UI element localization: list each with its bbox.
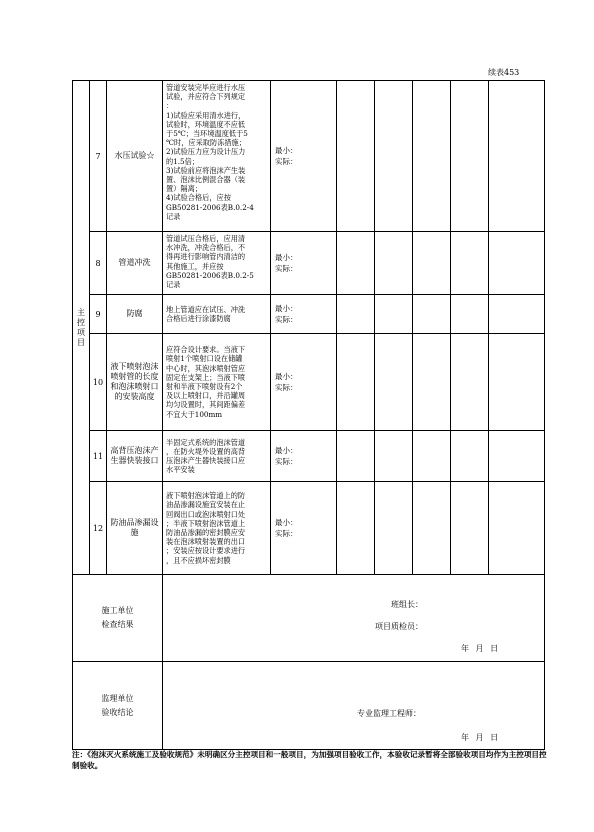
check-cell[interactable] <box>375 431 413 482</box>
requirement-line: 1)试验应采用清水进行， <box>166 110 246 120</box>
check-cell[interactable] <box>337 232 375 295</box>
construction-date-label: 年 月 日 <box>461 644 499 653</box>
check-cell[interactable] <box>337 295 375 334</box>
table-row <box>73 334 545 431</box>
item-name: 高背压泡沫产生器快装接口 <box>107 431 163 482</box>
requirement-cell <box>163 431 271 482</box>
requirement-line: 水平安装 <box>166 465 195 475</box>
check-cell[interactable] <box>337 431 375 482</box>
check-cell[interactable] <box>451 81 489 232</box>
item-name: 水压试验☆ <box>107 81 163 232</box>
measurement-cell <box>271 295 337 334</box>
check-cell[interactable] <box>337 334 375 431</box>
supervising-engineer-label: 专业监理工程师： <box>357 709 421 718</box>
requirement-line: ；半液下喷射泡沫管道上 <box>166 518 246 528</box>
check-cell[interactable] <box>489 232 545 295</box>
actual-label: 实际： <box>275 264 298 273</box>
actual-label: 实际： <box>275 383 298 392</box>
check-cell[interactable] <box>451 334 489 431</box>
check-cell[interactable] <box>375 232 413 295</box>
supervision-date-label: 年 月 日 <box>461 733 499 742</box>
requirement-line: 射和半液下喷射设有2个 <box>166 382 243 391</box>
requirement-cell <box>163 334 271 431</box>
check-cell[interactable] <box>375 334 413 431</box>
section-label-main-control <box>73 81 90 575</box>
actual-label: 实际： <box>275 457 298 466</box>
construction-row <box>73 575 545 662</box>
requirement-line: 应符合设计要求。当液下 <box>166 345 246 355</box>
table-row <box>73 431 545 482</box>
check-cell[interactable] <box>375 482 413 575</box>
check-cell[interactable] <box>413 334 451 431</box>
row-number: 7 <box>90 81 107 232</box>
supervision-label-line1: 监理单位 <box>101 693 134 703</box>
check-cell[interactable] <box>413 431 451 482</box>
supervision-row <box>73 662 545 750</box>
requirement-line: ℃时，应采取防冻措施； <box>166 138 246 148</box>
check-cell[interactable] <box>337 482 375 575</box>
requirement-line: 得再进行影响管内清洁的 <box>166 252 246 262</box>
requirement-line: 均匀设置时，其间距偏差 <box>166 400 246 410</box>
supervision-label-cell <box>73 662 163 750</box>
requirement-cell <box>163 295 271 334</box>
requirement-line: 半固定式系统的泡沫管道 <box>166 437 246 447</box>
supervision-sign-area[interactable] <box>163 662 545 750</box>
requirement-line: 固定在支架上；当液下喷 <box>166 372 246 382</box>
requirement-line: ；安装应按设计要求进行 <box>166 546 246 556</box>
requirement-line: 记录 <box>166 211 181 221</box>
check-cell[interactable] <box>489 334 545 431</box>
measurement-cell <box>271 334 337 431</box>
construction-label-line2: 检查结果 <box>101 620 134 629</box>
check-cell[interactable] <box>451 232 489 295</box>
requirement-cell <box>163 232 271 295</box>
check-cell[interactable] <box>375 295 413 334</box>
requirement-line: 喷射1个喷射口设在储罐 <box>166 354 243 364</box>
row-number: 11 <box>90 431 107 482</box>
item-name: 防腐 <box>107 295 163 334</box>
requirement-line: 压泡沫产生器快装接口应 <box>166 456 246 465</box>
quality-inspector-label: 项目质检员： <box>375 622 423 631</box>
measurement-cell <box>271 431 337 482</box>
requirement-line: 地上管道应在试压、冲洗 <box>166 304 246 314</box>
requirement-line: GB50281-2006表B.0.2-5 <box>166 270 254 280</box>
table-row <box>73 295 545 334</box>
check-cell[interactable] <box>375 81 413 232</box>
requirement-line: 置）隔离； <box>166 184 202 194</box>
measurement-cell <box>271 81 337 232</box>
construction-label-cell <box>73 575 163 662</box>
row-number: 9 <box>90 295 107 334</box>
check-cell[interactable] <box>413 81 451 232</box>
row-number: 10 <box>90 334 107 431</box>
table-row <box>73 482 545 575</box>
check-cell[interactable] <box>451 431 489 482</box>
item-name: 液下喷射泡沫喷射管的长度和泡沫喷射口的安装高度 <box>107 334 163 431</box>
check-cell[interactable] <box>413 232 451 295</box>
requirement-line: 4)试验合格后，应按 <box>166 193 231 203</box>
requirement-line: 其他施工，并应按 <box>166 261 224 271</box>
table-row <box>73 232 545 295</box>
min-label: 最小： <box>275 253 298 262</box>
construction-label-line1: 施工单位 <box>101 606 134 615</box>
check-cell[interactable] <box>489 295 545 334</box>
requirement-line: 的1.5倍； <box>166 156 199 166</box>
min-label: 最小： <box>275 446 298 455</box>
requirement-line: 于5℃；当环境温度低于5 <box>166 129 248 139</box>
requirement-line: 管道安装完毕应进行水压 <box>166 83 246 92</box>
footnote: 注：《泡沫灭火系统施工及验收规范》未明确区分主控项目和一般项目，为加强项目验收工作，本验收记录暂将全部验收项目均作为主控项目控制验收。 <box>72 750 547 770</box>
team-leader-label: 班组长： <box>391 600 423 609</box>
requirement-line: 管道试压合格后，应用清 <box>166 234 246 243</box>
min-label: 最小： <box>275 304 298 313</box>
requirement-line: 回阀出口或泡沫喷射口处 <box>166 509 246 519</box>
item-name: 防油品渗漏设施 <box>107 482 163 575</box>
min-label: 最小： <box>275 518 298 527</box>
inspection-table <box>72 80 545 750</box>
requirement-line: 中心时，其泡沫喷射管应 <box>166 363 246 373</box>
check-cell[interactable] <box>413 482 451 575</box>
check-cell[interactable] <box>489 482 545 575</box>
actual-label: 实际： <box>275 157 298 166</box>
requirement-line: ，在防火堤外设置的高背 <box>166 446 246 456</box>
requirement-line: ，且不应损坏密封膜 <box>166 555 231 565</box>
requirement-line: 水冲洗，冲洗合格后，不 <box>166 243 246 253</box>
row-number: 12 <box>90 482 107 575</box>
row-number: 8 <box>90 232 107 295</box>
requirement-line: 试验，并应符合下列规定 <box>166 92 246 102</box>
requirement-cell <box>163 482 271 575</box>
requirement-line: 记录 <box>166 280 181 290</box>
check-cell[interactable] <box>489 431 545 482</box>
requirement-line: 试验时，环境温度不应低 <box>166 119 246 129</box>
min-label: 最小： <box>275 372 298 381</box>
min-label: 最小： <box>275 146 298 155</box>
requirement-cell <box>163 81 271 232</box>
actual-label: 实际： <box>275 529 298 538</box>
requirement-line: 置、泡沫比例混合器（装 <box>166 175 246 185</box>
construction-sign-area[interactable] <box>163 575 545 662</box>
requirement-line: 及以上喷射口，并沿罐周 <box>166 391 246 401</box>
table-row <box>73 81 545 232</box>
requirement-line: 装在泡沫喷射装置的出口 <box>166 537 246 547</box>
requirement-line: ： <box>166 101 174 111</box>
check-cell[interactable] <box>489 81 545 232</box>
measurement-cell <box>271 482 337 575</box>
item-name: 管道冲洗 <box>107 232 163 295</box>
section-label-text: 主控项目 <box>77 307 85 347</box>
check-cell[interactable] <box>337 81 375 232</box>
requirement-line: 防油品渗漏的密封膜应安 <box>166 528 246 537</box>
requirement-line: 液下喷射泡沫管道上的防 <box>166 491 246 501</box>
check-cell[interactable] <box>451 482 489 575</box>
supervision-label-line2: 验收结论 <box>101 707 134 717</box>
check-cell[interactable] <box>451 295 489 334</box>
requirement-line: 油品渗漏设施宜安装在止 <box>166 500 246 510</box>
actual-label: 实际： <box>275 315 298 324</box>
page-number: 续表453 <box>488 68 520 77</box>
requirement-line: 3)试验前应将泡沫产生装 <box>166 165 246 175</box>
requirement-line: 2)试验压力应为设计压力 <box>166 147 246 157</box>
check-cell[interactable] <box>413 295 451 334</box>
requirement-line: 不宜大于100mm <box>166 409 223 419</box>
requirement-line: GB50281-2006表B.0.2-4 <box>166 202 254 212</box>
measurement-cell <box>271 232 337 295</box>
requirement-line: 合格后进行涂漆防腐 <box>166 314 231 323</box>
